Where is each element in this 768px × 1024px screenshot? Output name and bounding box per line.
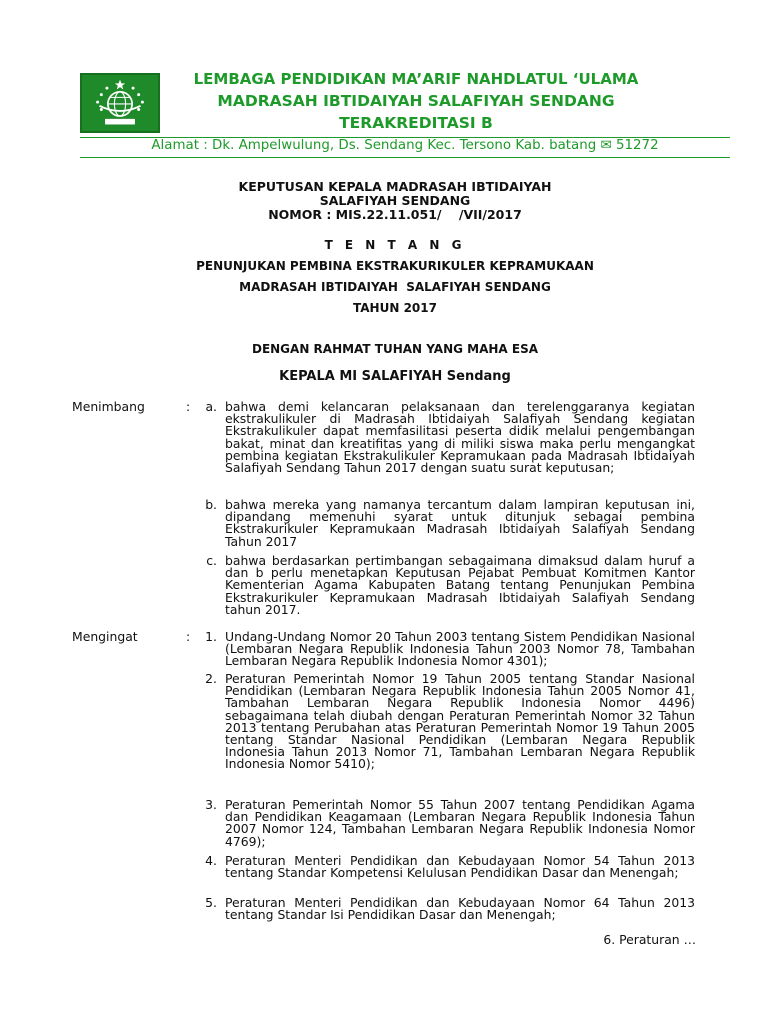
mengingat-item-4: Peraturan Menteri Pendidikan dan Kebudayaan Nomor 54 Tahun 2013 tentang Standar Kompetensi Kelulusan Pendidikan Dasar dan Menengah; xyxy=(225,853,695,881)
subject-line2: MADRASAH IBTIDAIYAH SALAFIYAH SENDANG xyxy=(239,280,551,294)
menimbang-colon: : xyxy=(186,399,191,414)
decree-number: NOMOR : MIS.22.11.051/ /VII/2017 xyxy=(268,207,522,222)
mengingat-item-1: Undang-Undang Nomor 20 Tahun 2003 tentang Sistem Pendidikan Nasional (Lembaran Negara Republik Indonesia Tahun 2003 Nomor 78, Tambahan Lembaran Negara Republik Indonesia Nomor 4301); xyxy=(225,629,695,669)
menimbang-item-c: bahwa berdasarkan pertimbangan sebagaimana dimaksud dalam huruf a dan b perlu menetapkan Keputusan Pejabat Pembuat Komitmen Kantor Kementerian Agama Kabupaten Batang tentang Penunjukan Pembina Ekstrakurikuler Kepramukaan Madrasah Ibtidaiyah Salafiyah Sendang tahun 2017. xyxy=(225,553,695,617)
page-continuation: 6. Peraturan … xyxy=(603,932,696,947)
mengingat-marker-3: 3. xyxy=(205,797,217,812)
letterhead-institution: LEMBAGA PENDIDIKAN MA’ARIF NAHDLATUL ‘ULAMA xyxy=(193,70,639,88)
subject-year: TAHUN 2017 xyxy=(353,301,437,315)
menimbang-item-b: bahwa mereka yang namanya tercantum dalam lampiran keputusan ini, dipandang memenuhi syarat untuk ditunjuk sebagai pembina Ekstrakurikuler Kepramukaan Madrasah Ibtidaiyah Salafiyah Sendang Tahun 2017 xyxy=(225,497,695,549)
mengingat-label: Mengingat xyxy=(72,629,138,644)
mengingat-item-5: Peraturan Menteri Pendidikan dan Kebudayaan Nomor 64 Tahun 2013 tentang Standar Isi Pendidikan Dasar dan Menengah; xyxy=(225,895,695,923)
mengingat-marker-4: 4. xyxy=(205,853,217,868)
authority-line: KEPALA MI SALAFIYAH Sendang xyxy=(279,369,511,384)
mengingat-marker-5: 5. xyxy=(205,895,217,910)
decree-title-line1: KEPUTUSAN KEPALA MADRASAH IBTIDAIYAH xyxy=(238,179,552,194)
mengingat-marker-2: 2. xyxy=(205,671,217,686)
nu-globe-logo-icon xyxy=(80,73,160,133)
menimbang-label: Menimbang xyxy=(72,399,145,414)
mengingat-item-3: Peraturan Pemerintah Nomor 55 Tahun 2007 tentang Pendidikan Agama dan Pendidikan Keagamaan (Lembaran Negara Republik Indonesia Tahun 2007 Nomor 124, Tambahan Lembaran Negara Republik Indonesia Nomor 4769); xyxy=(225,797,695,849)
letterhead-rule-bottom xyxy=(80,157,730,158)
menimbang-item-a: bahwa demi kelancaran pelaksanaan dan terelenggaranya kegiatan ekstrakulikuler di Madrasah Ibtidaiyah Salafiyah Sendang kegiatan Ekstrakulikuler dapat memfasilitasi peserta didik melalui pengembangan bakat, minat dan kreatifitas yang di miliki siswa maka perlu mengangkat pembina kegiatan Ekstrakulikuler Kepramukaan pada Madrasah Ibtidaiyah Salafiyah Sendang Tahun 2017 dengan suatu surat keputusan; xyxy=(225,399,695,476)
decree-title-line2: SALAFIYAH SENDANG xyxy=(319,193,471,208)
mengingat-colon: : xyxy=(186,629,191,644)
letterhead-address: Alamat : Dk. Ampelwulung, Ds. Sendang Kec. Tersono Kab. batang ✉ 51272 xyxy=(151,138,659,153)
menimbang-marker-b: b. xyxy=(205,497,217,512)
menimbang-marker-a: a. xyxy=(205,399,217,414)
blessing-line: DENGAN RAHMAT TUHAN YANG MAHA ESA xyxy=(251,342,539,356)
menimbang-marker-c: c. xyxy=(206,553,217,568)
tentang-heading: T E N T A N G xyxy=(324,238,466,252)
mengingat-marker-1: 1. xyxy=(205,629,217,644)
letterhead-school-name: MADRASAH IBTIDAIYAH SALAFIYAH SENDANG xyxy=(217,92,615,110)
subject-line1: PENUNJUKAN PEMBINA EKSTRAKURIKULER KEPRAMUKAAN xyxy=(196,259,594,273)
mengingat-item-2: Peraturan Pemerintah Nomor 19 Tahun 2005 tentang Standar Nasional Pendidikan (Lembaran Negara Republik Indonesia Tahun 2005 Nomor 41, Tambahan Lembaran Negara Republik Indonesia Nomor 4496) sebagaimana telah diubah dengan Peraturan Pemerintah Nomor 32 Tahun 2013 tentang Perubahan atas Peraturan Pemerintah Nomor 19 Tahun 2005 tentang Standar Nasional Pendidikan (Lembaran Negara Republik Indonesia Tahun 2013 Nomor 71, Tambahan Lembaran Negara Republik Indonesia Nomor 5410); xyxy=(225,671,695,772)
letterhead-accreditation: TERAKREDITASI B xyxy=(339,114,493,132)
